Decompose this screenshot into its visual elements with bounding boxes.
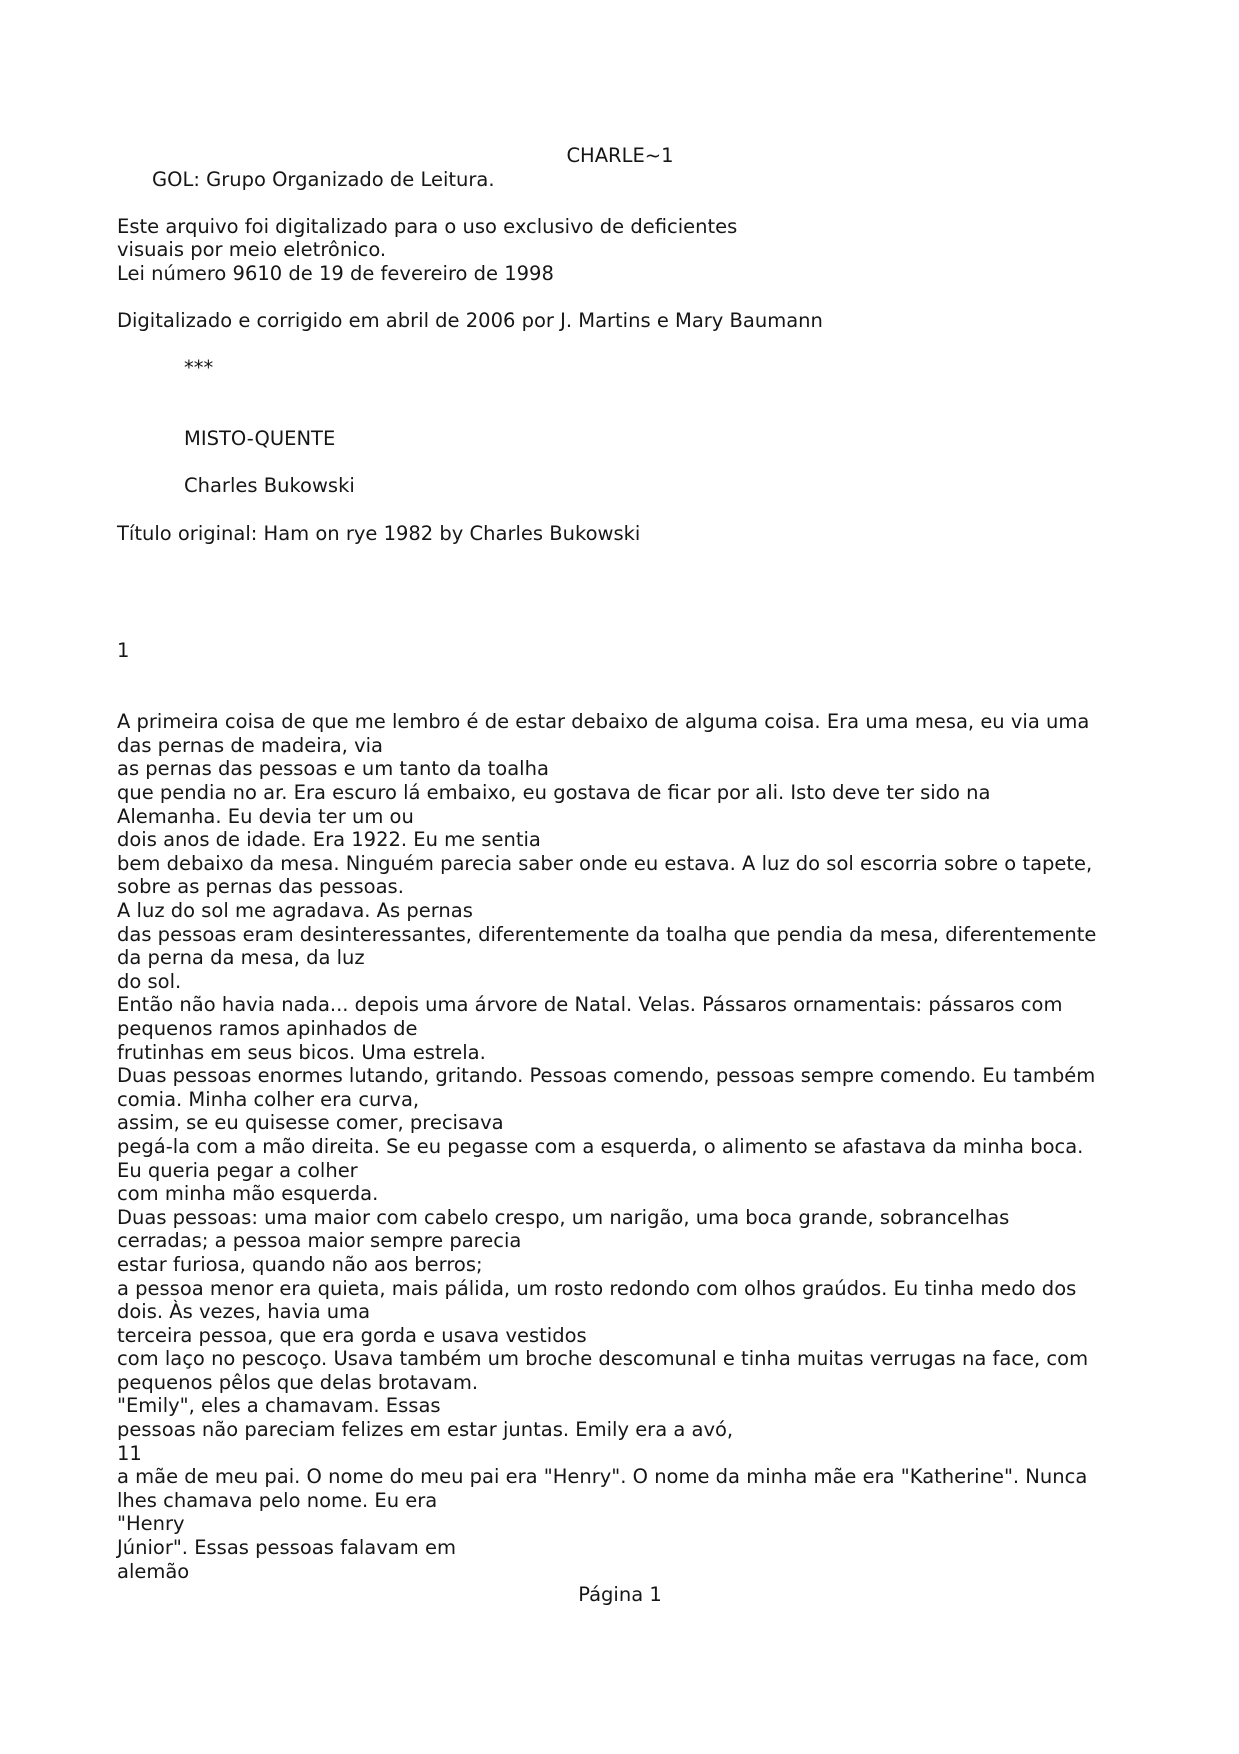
blank-line — [117, 380, 1123, 404]
text-line: das pernas de madeira, via — [117, 733, 383, 757]
text-line: Digitalizado e corrigido em abril de 2006 por J. Martins e Mary Baumann — [117, 309, 823, 333]
text-line: alemão — [117, 1559, 190, 1583]
text-line: dois anos de idade. Era 1922. Eu me sentia — [117, 828, 541, 852]
text-line: Alemanha. Eu devia ter um ou — [117, 804, 414, 828]
book-title: MISTO-QUENTE — [184, 427, 336, 451]
text-line: assim, se eu quisesse comer, precisava — [117, 1111, 504, 1135]
text-line: da perna da mesa, da luz — [117, 946, 365, 970]
blank-line — [117, 286, 1123, 310]
blank-line — [117, 663, 1123, 687]
text-line: A luz do sol me agradava. As pernas — [117, 899, 473, 922]
text-line: terceira pessoa, que era gorda e usava vestidos — [117, 1323, 587, 1347]
organization-line: GOL: Grupo Organizado de Leitura. — [152, 167, 495, 191]
text-line: Duas pessoas enormes lutando, gritando. Pessoas comendo, pessoas sempre comendo. Eu também — [117, 1064, 1096, 1088]
original-title-line: Título original: Ham on rye 1982 by Charles Bukowski — [117, 521, 641, 545]
chapter-number: 1 — [117, 639, 130, 663]
blank-line — [117, 333, 1123, 357]
page-text — [117, 144, 1123, 1607]
text-line: Lei número 9610 de 19 de fevereiro de 1998 — [117, 261, 554, 285]
text-line: pessoas não pareciam felizes em estar juntas. Emily era a avó, — [117, 1418, 734, 1442]
blank-line — [117, 498, 1123, 522]
text-line: a pessoa menor era quieta, mais pálida, um rosto redondo com olhos graúdos. Eu tinha medo dos — [117, 1276, 1077, 1300]
text-line: Então não havia nada... depois uma árvore de Natal. Velas. Pássaros ornamentais: pássaros com — [117, 993, 1063, 1017]
blank-line — [117, 592, 1123, 616]
text-line: das pessoas eram desinteressantes, diferentemente da toalha que pendia da mesa, diferentemente — [117, 922, 1097, 946]
text-line: lhes chamava pelo nome. Eu era — [117, 1488, 438, 1512]
text-line: "Emily", eles a chamavam. Essas — [117, 1394, 441, 1418]
text-line: "Henry — [117, 1512, 185, 1536]
text-line: Duas pessoas: uma maior com cabelo crespo, um narigão, uma boca grande, sobrancelhas — [117, 1205, 1010, 1229]
blank-line — [117, 451, 1123, 475]
text-line: frutinhas em seus bicos. Uma estrela. — [117, 1040, 486, 1064]
text-line: com minha mão esquerda. — [117, 1182, 379, 1206]
page-number: Página 1 — [578, 1583, 662, 1607]
text-line: dois. Às vezes, havia uma — [117, 1300, 371, 1324]
separator-asterisks: *** — [184, 356, 214, 380]
text-line: Júnior". Essas pessoas falavam em — [117, 1536, 456, 1560]
text-line: as pernas das pessoas e um tanto da toalha — [117, 757, 549, 781]
text-line: com laço no pescoço. Usava também um broche descomunal e tinha muitas verrugas na face, com — [117, 1347, 1089, 1371]
text-line: visuais por meio eletrônico. — [117, 238, 387, 262]
text-line: pegá-la com a mão direita. Se eu pegasse com a esquerda, o alimento se afastava da minha boca. — [117, 1134, 1084, 1158]
text-line: cerradas; a pessoa maior sempre parecia — [117, 1229, 522, 1253]
text-line: a mãe de meu pai. O nome do meu pai era "Henry". O nome da minha mãe era "Katherine". Nunca — [117, 1465, 1088, 1489]
blank-line — [117, 616, 1123, 640]
blank-line — [117, 687, 1123, 711]
text-line: estar furiosa, quando não aos berros; — [117, 1252, 483, 1276]
text-line: pequenos ramos apinhados de — [117, 1016, 418, 1040]
blank-line — [117, 404, 1123, 428]
text-line: pequenos pêlos que delas brotavam. — [117, 1370, 479, 1394]
text-line: bem debaixo da mesa. Ninguém parecia saber onde eu estava. A luz do sol escorria sobre o tapete, — [117, 851, 1093, 875]
text-line: Eu queria pegar a colher — [117, 1158, 358, 1182]
text-line: Este arquivo foi digitalizado para o uso exclusivo de deficientes — [117, 214, 738, 238]
text-line: comia. Minha colher era curva, — [117, 1087, 420, 1111]
blank-line — [117, 191, 1123, 215]
text-line: A primeira coisa de que me lembro é de estar debaixo de alguma coisa. Era uma mesa, eu via uma — [117, 710, 1090, 734]
blank-line — [117, 569, 1123, 593]
text-line: sobre as pernas das pessoas. — [117, 875, 404, 899]
author-name: Charles Bukowski — [184, 474, 355, 498]
blank-line — [117, 545, 1123, 569]
book-page-number-artifact: 11 — [117, 1441, 142, 1465]
text-line: que pendia no ar. Era escuro lá embaixo, eu gostava de ficar por ali. Isto deve ter sido na — [117, 781, 991, 805]
text-line: do sol. — [117, 969, 182, 993]
doc-header-filename: CHARLE~1 — [566, 144, 674, 167]
